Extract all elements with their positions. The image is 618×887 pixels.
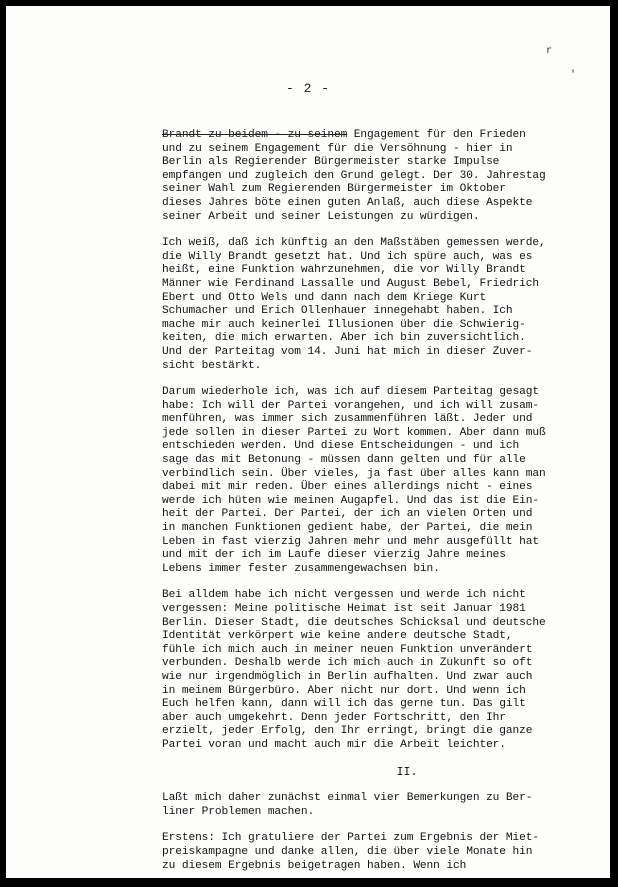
page-number: - 2 - <box>285 81 330 96</box>
struck-text: Brandt zu beidem - zu seinem <box>162 129 348 141</box>
paragraph: Erstens: Ich gratuliere der Partei zum Ergebnis der Miet- preiskampagne und danke allen, die über viele Monate hin zu diesem Ergebnis beigetragen haben. Wenn ich <box>162 832 539 872</box>
paragraph: Darum wiederhole ich, was ich auf diesem Parteitag gesagt habe: Ich will der Partei vorangehen, und ich will zusam- menführen, was immer sich zusammenführen läßt. Jeder und jede sollen in dieser Partei zu Wort kommen. Aber dann muß entschieden werden. Und diese Entscheidungen - und ich sage das mit Betonung - müssen dann gelten und für alle verbindlich sein. Über vieles, ja fast über alles kann man dabei mit mir reden. Über eines allerdings nicht - eines werde ich hüten wie meinen Augapfel. Und das ist die Ein- heit der Partei. Der Partei, der ich an vielen Orten und in manchen Funktionen gedient habe, der Partei, die mein Leben in fast vierzig Jahren mehr und mehr ausgefüllt hat und mit der ich im Laufe dieser vierzig Jahre meines Lebens immer fester zusammengewachsen bin. <box>162 386 546 575</box>
paragraph: Laßt mich daher zunächst einmal vier Bemerkungen zu Ber- liner Problemen machen. <box>162 792 533 818</box>
document-page <box>6 6 610 878</box>
margin-mark: ' <box>570 70 577 81</box>
paragraph: Ich weiß, daß ich künftig an den Maßstäben gemessen werde, die Willy Brandt gesetzt hat. Und ich spüre auch, was es heißt, eine Funktion wahrzunehmen, die vor Willy Brandt Männer wie Ferdinand Lassalle und August Bebel, Friedrich Ebert und Otto Wels und dann nach dem Kriege Kurt Schumacher und Erich Ollenhauer innegehabt haben. Ich mache mir auch keinerlei Illusionen über die Schwierig- keiten, die mich erwarten. Aber ich bin zuversichtlich. Und der Parteitag vom 14. Juni hat mich in dieser Zuver- sicht bestärkt. <box>162 237 546 372</box>
margin-mark: r <box>546 46 553 57</box>
paragraph: Brandt zu beidem - zu seinem Engagement für den Frieden und zu seinem Engagement für die Versöhnung - hier in Berlin als Regierender Bürgermeister starke Impulse empfangen und zugleich den Grund gelegt. Der 30. Jahrestag seiner Wahl zum Regierenden Bürgermeister im Oktober dieses Jahres böte einen guten Anlaß, auch diese Aspekte seiner Arbeit und seiner Leistungen zu würdigen. <box>162 129 546 223</box>
paragraph: Bei alldem habe ich nicht vergessen und werde ich nicht vergessen: Meine politische Heimat ist seit Januar 1981 Berlin. Dieser Stadt, die deutsches Schicksal und deutsche Identität verkörpert wie keine andere deutsche Stadt, fühle ich mich auch in meiner neuen Funktion unverändert verbunden. Deshalb werde ich mich auch in Zukunft so oft wie nur irgendmöglich in Berlin aufhalten. Und zwar auch in meinem Bürgerbüro. Aber nicht nur dort. Und wenn ich Euch helfen kann, dann will ich das gerne tun. Das gilt aber auch umgekehrt. Denn jeder Fortschritt, den Ihr erzielt, jeder Erfolg, den Ihr erringt, bringt die ganze Partei voran und macht auch mir die Arbeit leichter. <box>162 589 546 751</box>
document-body <box>162 129 602 873</box>
section-heading: II. <box>396 765 418 779</box>
